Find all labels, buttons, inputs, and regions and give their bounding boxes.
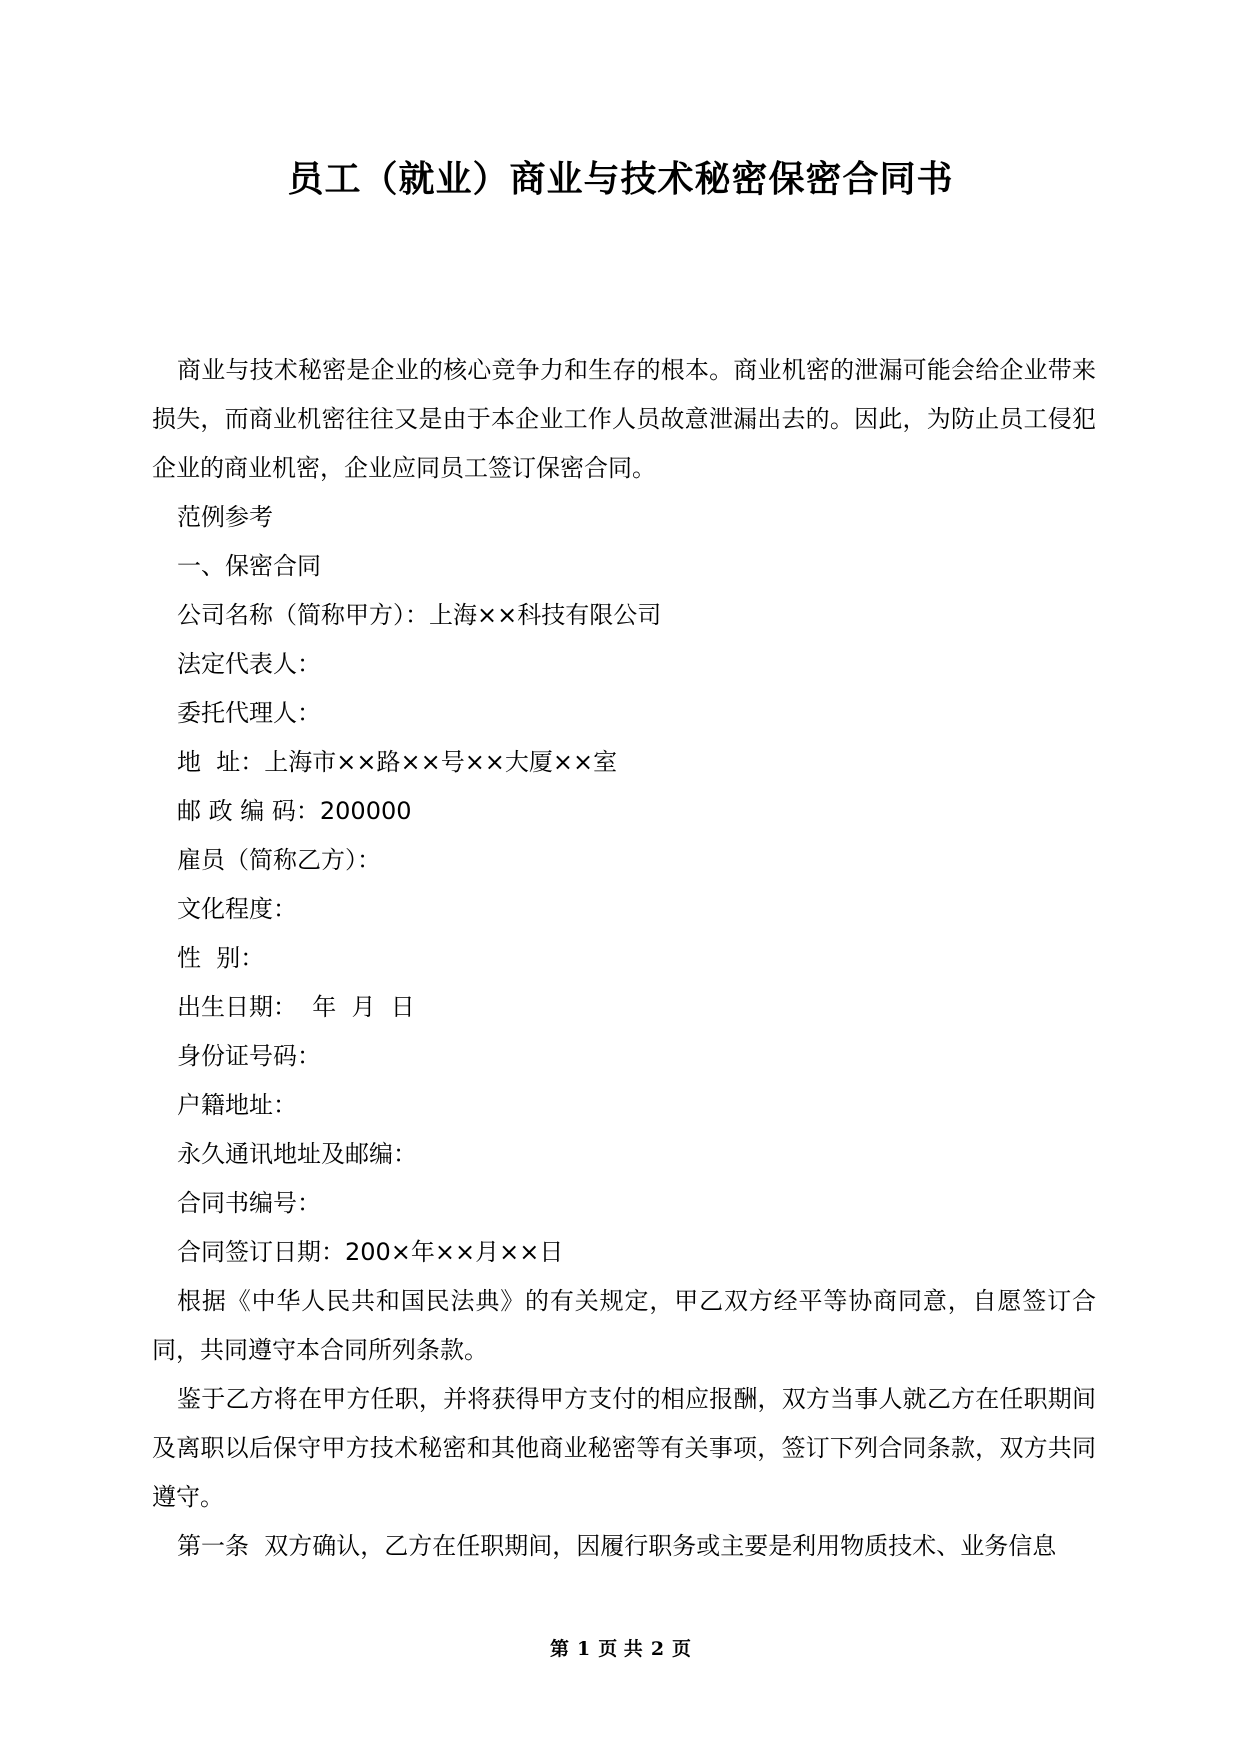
- field-gender: 性 别：: [177, 944, 265, 972]
- field-permanent-address: 永久通讯地址及邮编：: [177, 1140, 417, 1168]
- field-legal-representative: 法定代表人：: [177, 650, 321, 678]
- footer-total-pages: 2: [650, 1638, 665, 1660]
- page-footer: [0, 1634, 1241, 1661]
- section-heading-confidentiality-contract: 一、保密合同: [177, 552, 321, 580]
- field-signing-date: 合同签订日期：200×年××月××日: [177, 1238, 564, 1266]
- field-birth-date: 出生日期： 年 月 日: [177, 993, 415, 1021]
- paragraph-recital: 鉴于乙方将在甲方任职，并将获得甲方支付的相应报酬，双方当事人就乙方在任职期间及离职以后保守甲方技术秘密和其他商业秘密等有关事项，签订下列合同条款，双方共同遵守。: [152, 1385, 1096, 1511]
- field-household-address: 户籍地址：: [177, 1091, 297, 1119]
- footer-suffix: 页: [672, 1638, 692, 1660]
- field-address: 地 址：上海市××路××号××大厦××室: [177, 748, 618, 776]
- field-education: 文化程度：: [177, 895, 297, 923]
- field-contract-number: 合同书编号：: [177, 1189, 321, 1217]
- paragraph-legal-basis: 根据《中华人民共和国民法典》的有关规定，甲乙双方经平等协商同意，自愿签订合同，共同遵守本合同所列条款。: [152, 1287, 1096, 1364]
- paragraph-example-reference: 范例参考: [177, 503, 273, 531]
- paragraph-article-one: 第一条 双方确认，乙方在任职期间，因履行职务或主要是利用物质技术、业务信息: [177, 1532, 1057, 1560]
- footer-page-number: 1: [576, 1638, 591, 1660]
- document-body: [152, 346, 1096, 1571]
- document-title: 员工（就业）商业与技术秘密保密合同书: [287, 159, 954, 200]
- field-postal-code: 邮 政 编 码：200000: [177, 797, 412, 825]
- footer-prefix: 第: [549, 1638, 569, 1660]
- field-employee: 雇员（简称乙方）：: [177, 846, 381, 874]
- paragraph-intro: 商业与技术秘密是企业的核心竞争力和生存的根本。商业机密的泄漏可能会给企业带来损失，而商业机密往往又是由于本企业工作人员故意泄漏出去的。因此，为防止员工侵犯企业的商业机密，企业应同员工签订保密合同。: [152, 356, 1096, 482]
- field-company-name: 公司名称（简称甲方）：上海××科技有限公司: [177, 601, 662, 629]
- footer-middle: 页 共: [598, 1638, 643, 1660]
- field-id-number: 身份证号码：: [177, 1042, 321, 1070]
- field-authorized-agent: 委托代理人：: [177, 699, 321, 727]
